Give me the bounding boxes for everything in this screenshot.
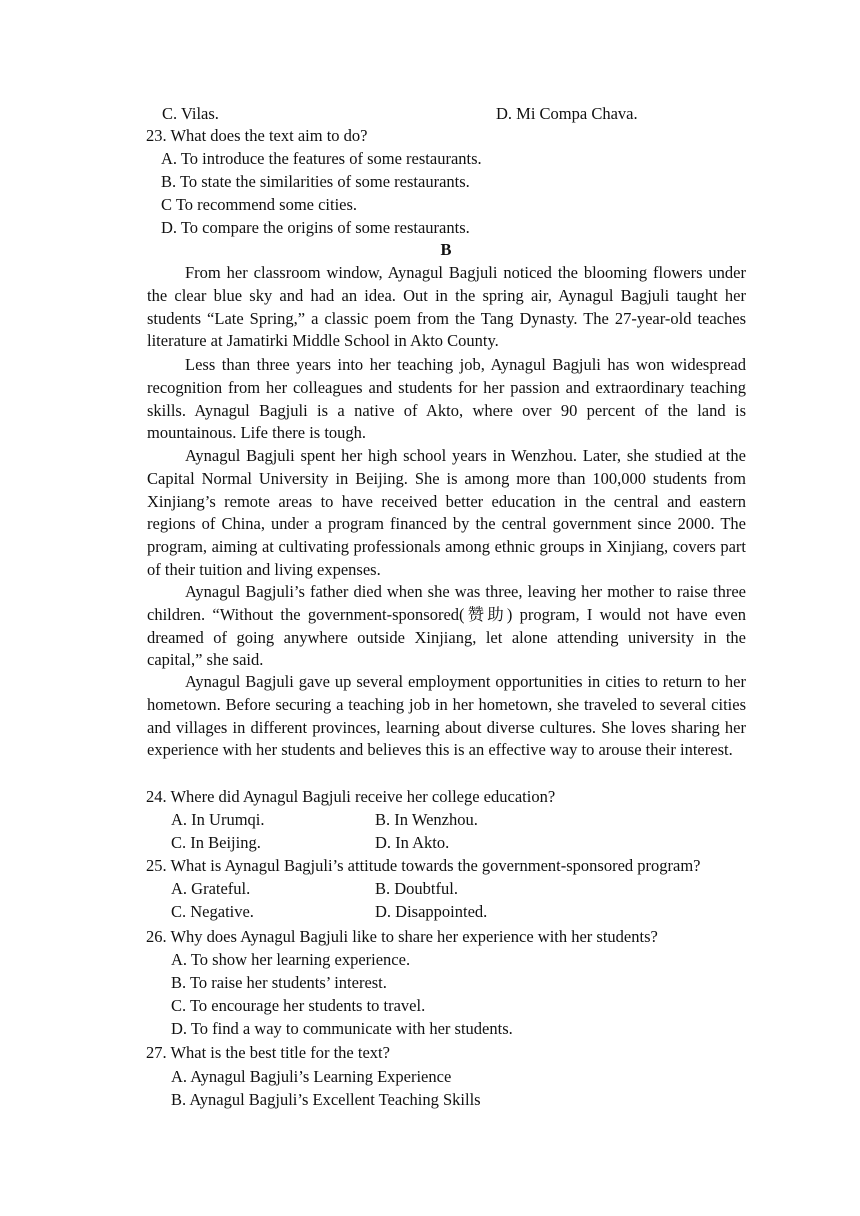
q26-option-d: D. To find a way to communicate with her students. <box>171 1019 513 1038</box>
passage-paragraph-4: Aynagul Bagjuli’s father died when she was three, leaving her mother to raise three children. “Without the government-sponsored(赞助) program, I would not have even dreamed of going anywhere outside Xinjiang, let alone attending university in the capital,” she said. <box>147 582 746 670</box>
q23-stem: 23. What does the text aim to do? <box>146 126 368 145</box>
q25-option-d: D. Disappointed. <box>375 902 488 921</box>
q23-option-b: B. To state the similarities of some restaurants. <box>161 172 470 191</box>
q24-option-a: A. In Urumqi. <box>171 810 265 829</box>
q26-option-a: A. To show her learning experience. <box>171 950 411 969</box>
q25-option-c: C. Negative. <box>171 902 254 921</box>
q27-option-a: A. Aynagul Bagjuli’s Learning Experience <box>171 1067 452 1086</box>
passage-paragraph-2: Less than three years into her teaching job, Aynagul Bagjuli has won widespread recognition from her colleagues and students for her passion and extraordinary teaching skills. Aynagul Bagjuli is a native of Akto, where over 90 percent of the land is mountainous. Life there is tough. <box>147 355 746 443</box>
q22-option-c: C. Vilas. <box>162 104 219 123</box>
q24-option-d: D. In Akto. <box>375 833 450 852</box>
q23-option-d: D. To compare the origins of some restaurants. <box>161 218 470 237</box>
q27-stem: 27. What is the best title for the text? <box>146 1043 390 1062</box>
q26-stem: 26. Why does Aynagul Bagjuli like to share her experience with her students? <box>146 927 658 946</box>
q26-option-c: C. To encourage her students to travel. <box>171 996 426 1015</box>
passage-paragraph-5: Aynagul Bagjuli gave up several employment opportunities in cities to return to her hometown. Before securing a teaching job in her hometown, she traveled to several cities and villages in different provinces, learning about diverse cultures. She loves sharing her experience with her students and believes this is an effective way to arouse their interest. <box>147 672 746 760</box>
q27-option-b: B. Aynagul Bagjuli’s Excellent Teaching Skills <box>171 1090 481 1109</box>
section-b-heading: B <box>440 240 452 259</box>
q25-option-b: B. Doubtful. <box>375 879 458 898</box>
q24-stem: 24. Where did Aynagul Bagjuli receive her college education? <box>146 787 556 806</box>
passage-paragraph-1: From her classroom window, Aynagul Bagjuli noticed the blooming flowers under the clear blue sky and had an idea. Out in the spring air, Aynagul Bagjuli taught her students “Late Spring,” a classic poem from the Tang Dynasty. The 27-year-old teaches literature at Jamatirki Middle School in Akto County. <box>147 263 746 351</box>
passage-paragraph-3: Aynagul Bagjuli spent her high school years in Wenzhou. Later, she studied at the Capital Normal University in Beijing. She is among more than 100,000 students from Xinjiang’s remote areas to have received better education in the central and eastern regions of China, under a program financed by the central government since 2000. The program, aiming at cultivating professionals among ethnic groups in Xinjiang, covers part of their tuition and living expenses. <box>147 446 746 579</box>
q22-option-d: D. Mi Compa Chava. <box>496 104 638 123</box>
q25-stem: 25. What is Aynagul Bagjuli’s attitude towards the government-sponsored program? <box>146 856 701 875</box>
q24-option-b: B. In Wenzhou. <box>375 810 478 829</box>
q23-option-c: C To recommend some cities. <box>161 195 358 214</box>
q23-option-a: A. To introduce the features of some restaurants. <box>161 149 482 168</box>
q25-option-a: A. Grateful. <box>171 879 251 898</box>
q26-option-b: B. To raise her students’ interest. <box>171 973 387 992</box>
q24-option-c: C. In Beijing. <box>171 833 261 852</box>
